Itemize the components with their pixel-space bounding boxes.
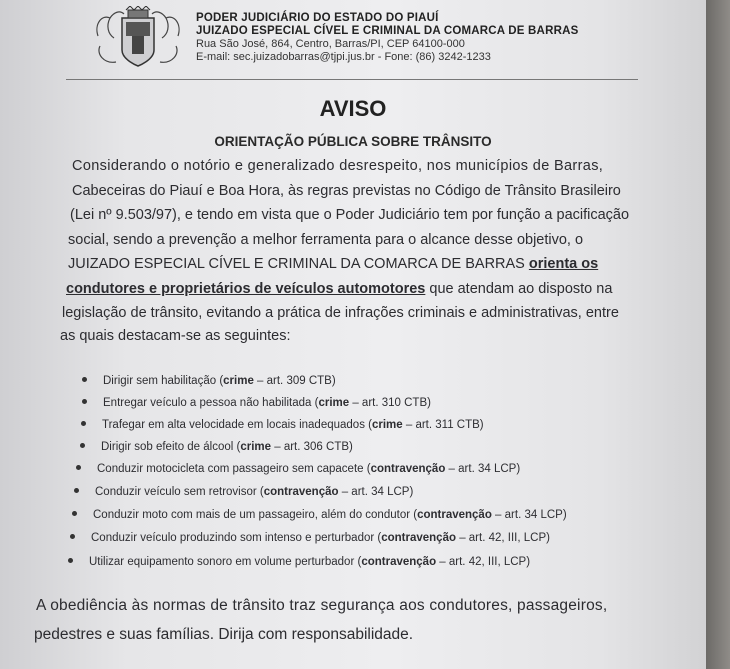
bullet-icon [76,465,81,470]
list-item: Conduzir moto com mais de um passageiro, além do condutor (contravenção – art. 34 LCP) [72,509,567,521]
bullet-icon [80,443,85,448]
intro-text: JUIZADO ESPECIAL CÍVEL E CRIMINAL DA COMARCA DE BARRAS [68,256,529,272]
bullet-icon [82,399,87,404]
closing-line: A obediência às normas de trânsito traz segurança aos condutores, passageiros, [36,597,608,614]
bullet-icon [70,534,75,539]
intro-line [68,256,598,272]
notice-title: AVISO [319,96,387,121]
bullet-icon [74,488,79,493]
list-item: Trafegar em alta velocidade em locais inadequados (crime – art. 311 CTB) [81,419,484,431]
list-item: Conduzir veículo produzindo som intenso e perturbador (contravenção – art. 42, III, LCP) [70,532,550,544]
intro-text: que atendam ao disposto na [425,281,613,297]
intro-line: Cabeceiras do Piauí e Boa Hora, às regras previstas no Código de Trânsito Brasileiro [72,183,621,199]
header-divider [66,79,638,80]
intro-line: as quais destacam-se as seguintes: [60,328,291,344]
intro-emphasis: orienta os [528,256,599,272]
closing-line: pedestres e suas famílias. Dirija com responsabilidade. [34,626,414,643]
intro-emphasis: condutores e proprietários de veículos automotores [66,281,426,297]
header-unit-name: JUIZADO ESPECIAL CÍVEL E CRIMINAL DA COMARCA DE BARRAS [196,25,579,37]
coat-of-arms-icon [92,6,184,72]
letterhead [196,12,578,64]
list-item: Dirigir sem habilitação (crime – art. 309 CTB) [82,375,336,387]
list-item: Conduzir motocicleta com passageiro sem capacete (contravenção – art. 34 LCP) [76,463,520,475]
intro-line: (Lei nº 9.503/97), e tendo em vista que o Poder Judiciário tem por função a pacificação [70,207,630,223]
intro-line: Considerando o notório e generalizado desrespeito, nos municípios de Barras, [72,158,604,174]
list-item: Entregar veículo a pessoa não habilitada (crime – art. 310 CTB) [82,397,431,409]
list-item: Dirigir sob efeito de álcool (crime – art. 306 CTB) [80,441,353,453]
header-court-name: PODER JUDICIÁRIO DO ESTADO DO PIAUÍ [196,12,439,24]
intro-line [66,281,612,297]
intro-line: social, sendo a prevenção a melhor ferramenta para o alcance desse objetivo, o [68,232,584,248]
bullet-icon [68,558,73,563]
bullet-icon [81,421,86,426]
header-address: Rua São José, 864, Centro, Barras/PI, CEP 64100-000 [196,38,465,50]
background-edge [706,0,730,669]
bullet-icon [82,377,87,382]
intro-line: legislação de trânsito, evitando a prática de infrações criminais e administrativas, entre [62,305,619,321]
header-contact: E-mail: sec.juizadobarras@tjpi.jus.br - Fone: (86) 3242-1233 [196,51,491,63]
bullet-icon [72,511,77,516]
list-item: Utilizar equipamento sonoro em volume perturbador (contravenção – art. 42, III, LCP) [68,556,530,568]
list-item: Conduzir veículo sem retrovisor (contravenção – art. 34 LCP) [74,486,413,498]
notice-subtitle: ORIENTAÇÃO PÚBLICA SOBRE TRÂNSITO [214,134,492,149]
